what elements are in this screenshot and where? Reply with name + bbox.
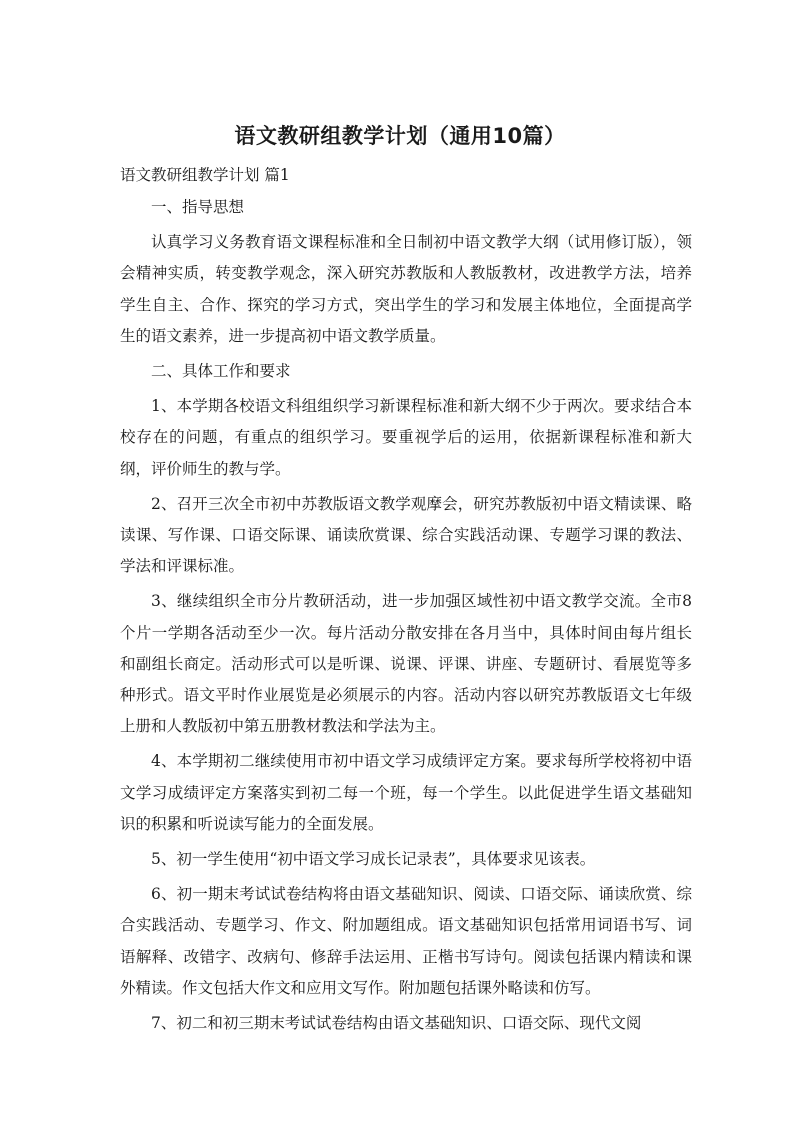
paragraph: 认真学习义务教育语文课程标准和全日制初中语文教学大纲（试用修订版），领会精神实质，转变教学观念，深入研究苏教版和人教版教材，改进教学方法，培养学生自主、合作、探究的学习方式，突出学生的学习和发展主体地位，全面提高学生的语文素养，进一步提高初中语文教学质量。 <box>120 233 692 345</box>
paragraph: 7、初二和初三期末考试试卷结构由语文基础知识、口语交际、现代文阅 <box>151 1014 642 1033</box>
document-title: 语文教研组教学计划（通用10篇） <box>234 124 566 148</box>
paragraph: 4、本学期初二继续使用市初中语文学习成绩评定方案。要求每所学校将初中语文学习成绩评定方案落实到初二每一个班，每一个学生。以此促进学生语文基础知识的积累和听说读写能力的全面发展。 <box>120 752 692 833</box>
paragraph: 5、初一学生使用“初中语文学习成长记录表”，具体要求见该表。 <box>151 850 596 869</box>
paragraph: 6、初一期末考试试卷结构将由语文基础知识、阅读、口语交际、诵读欣赏、综合实践活动、专题学习、作文、附加题组成。语文基础知识包括常用词语书写、词语解释、改错字、改病句、修辞手法运用、正楷书写诗句。阅读包括课内精读和课外精读。作文包括大作文和应用文写作。附加题包括课外略读和仿写。 <box>120 885 692 997</box>
document-body <box>120 192 692 1043</box>
paragraph: 二、具体工作和要求 <box>151 362 291 381</box>
paragraph: 一、指导思想 <box>151 198 245 216</box>
section-heading: 语文教研组教学计划 篇1 <box>120 166 290 184</box>
paragraph: 1、本学期各校语文科组组织学习新课程标准和新大纲不少于两次。要求结合本校存在的问题，有重点的组织学习。要重视学后的运用，依据新课程标准和新大纲，评价师生的教与学。 <box>120 397 692 478</box>
paragraph: 3、继续组织全市分片教研活动，进一步加强区域性初中语文教学交流。全市8个片一学期各活动至少一次。每片活动分散安排在各月当中，具体时间由每片组长和副组长商定。活动形式可以是听课、说课、评课、讲座、专题研讨、看展览等多种形式。语文平时作业展览是必须展示的内容。活动内容以研究苏教版语文七年级上册和人教版初中第五册教材教法和学法为主。 <box>120 592 692 736</box>
paragraph: 2、召开三次全市初中苏教版语文教学观摩会，研究苏教版初中语文精读课、略读课、写作课、口语交际课、诵读欣赏课、综合实践活动课、专题学习课的教法、学法和评课标准。 <box>120 494 692 576</box>
